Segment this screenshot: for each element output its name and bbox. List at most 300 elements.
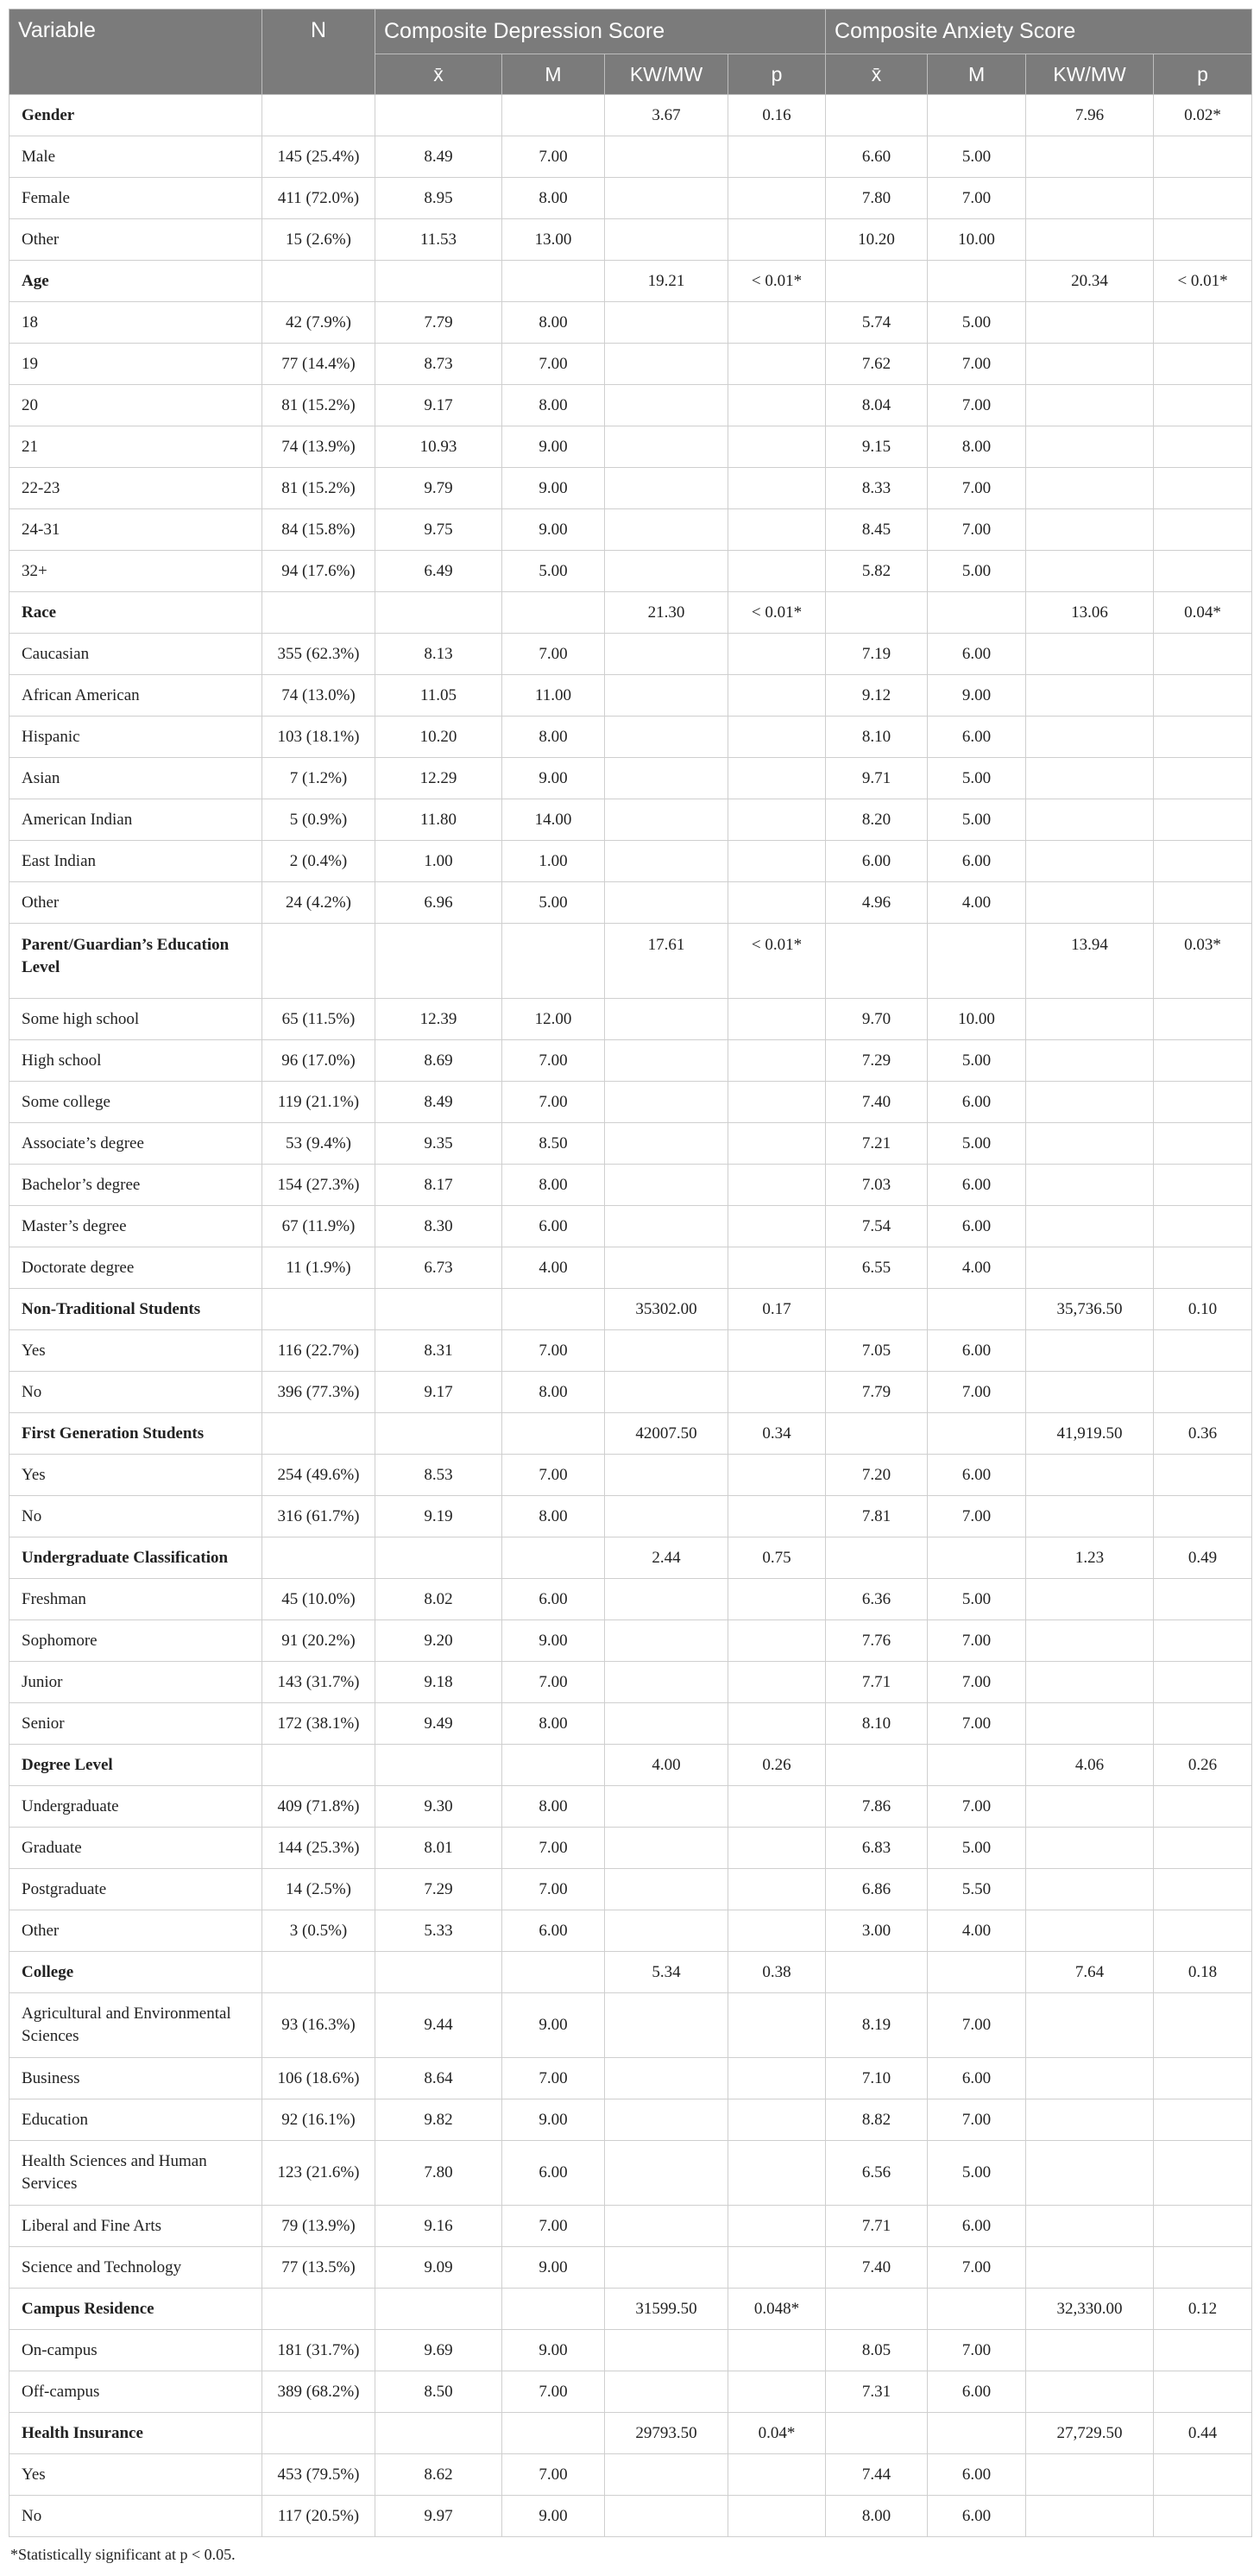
cell-anx-p: 0.04* xyxy=(1154,592,1252,634)
cell-n xyxy=(262,924,375,999)
cell-anx-median: 8.00 xyxy=(928,426,1026,468)
table-row xyxy=(9,841,1252,882)
cell-anx-kw xyxy=(1026,178,1154,219)
table-row xyxy=(9,1123,1252,1165)
cell-dep-mean: 8.49 xyxy=(375,136,502,178)
cell-dep-p xyxy=(728,2454,826,2496)
cell-dep-median: 7.00 xyxy=(502,1330,605,1372)
cell-label: Sophomore xyxy=(9,1620,262,1662)
cell-dep-p xyxy=(728,841,826,882)
cell-label: Other xyxy=(9,1910,262,1952)
table-row xyxy=(9,1786,1252,1828)
cell-dep-p xyxy=(728,219,826,261)
cell-dep-mean: 8.13 xyxy=(375,634,502,675)
cell-dep-p xyxy=(728,1662,826,1703)
cell-anx-p xyxy=(1154,1703,1252,1745)
cell-anx-mean: 6.83 xyxy=(826,1828,928,1869)
cell-anx-median xyxy=(928,592,1026,634)
cell-n xyxy=(262,2289,375,2330)
cell-dep-median: 7.00 xyxy=(502,344,605,385)
cell-dep-mean: 10.20 xyxy=(375,717,502,758)
cell-dep-median: 8.00 xyxy=(502,1703,605,1745)
cell-dep-p xyxy=(728,1703,826,1745)
table-row xyxy=(9,2247,1252,2289)
cell-dep-kw xyxy=(605,882,728,924)
cell-anx-kw xyxy=(1026,551,1154,592)
cell-anx-kw xyxy=(1026,1786,1154,1828)
cell-n: 65 (11.5%) xyxy=(262,999,375,1040)
cell-dep-kw xyxy=(605,1869,728,1910)
cell-dep-median: 7.00 xyxy=(502,1082,605,1123)
group-row xyxy=(9,592,1252,634)
table-row xyxy=(9,634,1252,675)
table-row xyxy=(9,882,1252,924)
cell-anx-kw xyxy=(1026,675,1154,717)
cell-label: Science and Technology xyxy=(9,2247,262,2289)
cell-dep-p xyxy=(728,2247,826,2289)
results-table xyxy=(9,9,1252,2537)
cell-n: 145 (25.4%) xyxy=(262,136,375,178)
cell-n: 5 (0.9%) xyxy=(262,799,375,841)
cell-n: 116 (22.7%) xyxy=(262,1330,375,1372)
cell-label: African American xyxy=(9,675,262,717)
cell-anx-median: 7.00 xyxy=(928,1620,1026,1662)
table-row xyxy=(9,468,1252,509)
cell-anx-kw: 35,736.50 xyxy=(1026,1289,1154,1330)
cell-anx-median: 10.00 xyxy=(928,999,1026,1040)
cell-anx-kw xyxy=(1026,1703,1154,1745)
cell-n: 74 (13.0%) xyxy=(262,675,375,717)
cell-anx-kw: 13.94 xyxy=(1026,924,1154,999)
cell-dep-mean: 9.44 xyxy=(375,1993,502,2058)
table-row xyxy=(9,302,1252,344)
cell-label: Undergraduate Classification xyxy=(9,1537,262,1579)
cell-label: Agricultural and Environmental Sciences xyxy=(9,1993,262,2058)
cell-label: Senior xyxy=(9,1703,262,1745)
cell-anx-median: 6.00 xyxy=(928,2371,1026,2413)
cell-label: Female xyxy=(9,178,262,219)
cell-n: 144 (25.3%) xyxy=(262,1828,375,1869)
cell-dep-p: 0.75 xyxy=(728,1537,826,1579)
cell-dep-median: 6.00 xyxy=(502,1910,605,1952)
cell-label: Associate’s degree xyxy=(9,1123,262,1165)
cell-anx-mean: 8.19 xyxy=(826,1993,928,2058)
cell-dep-mean: 8.17 xyxy=(375,1165,502,1206)
cell-anx-median: 9.00 xyxy=(928,675,1026,717)
cell-dep-median: 9.00 xyxy=(502,468,605,509)
cell-dep-kw xyxy=(605,2496,728,2537)
cell-n: 53 (9.4%) xyxy=(262,1123,375,1165)
cell-anx-median: 6.00 xyxy=(928,2454,1026,2496)
cell-dep-median: 7.00 xyxy=(502,1828,605,1869)
cell-anx-kw xyxy=(1026,1993,1154,2058)
cell-anx-kw xyxy=(1026,2141,1154,2206)
table-row xyxy=(9,1579,1252,1620)
cell-anx-mean xyxy=(826,1413,928,1455)
cell-anx-kw xyxy=(1026,1040,1154,1082)
cell-anx-median xyxy=(928,261,1026,302)
cell-label: 24-31 xyxy=(9,509,262,551)
cell-anx-kw xyxy=(1026,717,1154,758)
table-row xyxy=(9,799,1252,841)
cell-dep-kw xyxy=(605,1910,728,1952)
cell-dep-kw xyxy=(605,999,728,1040)
cell-dep-kw xyxy=(605,717,728,758)
cell-dep-mean: 9.35 xyxy=(375,1123,502,1165)
cell-dep-median: 7.00 xyxy=(502,1040,605,1082)
cell-dep-mean: 8.30 xyxy=(375,1206,502,1247)
cell-dep-median: 12.00 xyxy=(502,999,605,1040)
cell-dep-median: 8.00 xyxy=(502,717,605,758)
cell-anx-mean: 7.44 xyxy=(826,2454,928,2496)
table-row xyxy=(9,1828,1252,1869)
cell-dep-mean: 12.39 xyxy=(375,999,502,1040)
cell-label: Other xyxy=(9,882,262,924)
cell-dep-mean xyxy=(375,1952,502,1993)
cell-dep-mean: 9.69 xyxy=(375,2330,502,2371)
cell-anx-median: 6.00 xyxy=(928,1455,1026,1496)
cell-dep-p xyxy=(728,302,826,344)
cell-anx-median: 6.00 xyxy=(928,2058,1026,2099)
table-row xyxy=(9,1247,1252,1289)
cell-anx-kw xyxy=(1026,2496,1154,2537)
cell-anx-p xyxy=(1154,758,1252,799)
cell-anx-mean: 7.54 xyxy=(826,1206,928,1247)
table-row xyxy=(9,1620,1252,1662)
cell-dep-mean: 5.33 xyxy=(375,1910,502,1952)
cell-dep-median: 8.50 xyxy=(502,1123,605,1165)
cell-label: Freshman xyxy=(9,1579,262,1620)
cell-dep-kw xyxy=(605,136,728,178)
cell-anx-median: 5.00 xyxy=(928,1040,1026,1082)
cell-dep-median: 8.00 xyxy=(502,178,605,219)
table-row xyxy=(9,136,1252,178)
cell-anx-p xyxy=(1154,385,1252,426)
cell-anx-p xyxy=(1154,2206,1252,2247)
cell-anx-p xyxy=(1154,1786,1252,1828)
cell-dep-p xyxy=(728,1165,826,1206)
cell-dep-p: < 0.01* xyxy=(728,924,826,999)
cell-dep-kw xyxy=(605,1165,728,1206)
cell-dep-median: 8.00 xyxy=(502,1165,605,1206)
cell-dep-median: 9.00 xyxy=(502,2247,605,2289)
cell-dep-kw: 29793.50 xyxy=(605,2413,728,2454)
cell-dep-mean: 8.95 xyxy=(375,178,502,219)
cell-dep-mean xyxy=(375,95,502,136)
cell-anx-p xyxy=(1154,1662,1252,1703)
cell-anx-p: 0.36 xyxy=(1154,1413,1252,1455)
dep-mean-header: x̄ xyxy=(375,54,502,95)
cell-anx-kw xyxy=(1026,344,1154,385)
table-row xyxy=(9,344,1252,385)
cell-dep-p xyxy=(728,1828,826,1869)
cell-dep-mean: 7.79 xyxy=(375,302,502,344)
cell-dep-kw xyxy=(605,2454,728,2496)
dep-p-header: p xyxy=(728,54,826,95)
cell-dep-median: 7.00 xyxy=(502,2058,605,2099)
cell-dep-kw xyxy=(605,1993,728,2058)
cell-anx-p xyxy=(1154,1620,1252,1662)
cell-anx-kw xyxy=(1026,2454,1154,2496)
cell-dep-median: 6.00 xyxy=(502,1579,605,1620)
cell-anx-kw xyxy=(1026,2099,1154,2141)
cell-dep-kw: 5.34 xyxy=(605,1952,728,1993)
cell-label: Postgraduate xyxy=(9,1869,262,1910)
cell-anx-p xyxy=(1154,1082,1252,1123)
cell-label: Yes xyxy=(9,1330,262,1372)
cell-anx-p xyxy=(1154,882,1252,924)
cell-n: 7 (1.2%) xyxy=(262,758,375,799)
group-row xyxy=(9,261,1252,302)
cell-dep-p: < 0.01* xyxy=(728,261,826,302)
cell-dep-mean: 9.82 xyxy=(375,2099,502,2141)
cell-dep-kw: 4.00 xyxy=(605,1745,728,1786)
cell-n: 389 (68.2%) xyxy=(262,2371,375,2413)
cell-anx-p xyxy=(1154,2099,1252,2141)
cell-label: Business xyxy=(9,2058,262,2099)
cell-anx-kw xyxy=(1026,426,1154,468)
cell-anx-kw: 4.06 xyxy=(1026,1745,1154,1786)
table-row xyxy=(9,2099,1252,2141)
cell-label: 18 xyxy=(9,302,262,344)
cell-n xyxy=(262,1289,375,1330)
cell-label: 32+ xyxy=(9,551,262,592)
cell-n: 92 (16.1%) xyxy=(262,2099,375,2141)
cell-anx-mean: 9.71 xyxy=(826,758,928,799)
cell-dep-kw xyxy=(605,2141,728,2206)
cell-dep-kw xyxy=(605,2330,728,2371)
group-row xyxy=(9,2413,1252,2454)
cell-n xyxy=(262,1537,375,1579)
cell-dep-kw: 2.44 xyxy=(605,1537,728,1579)
cell-dep-p xyxy=(728,1579,826,1620)
cell-anx-p xyxy=(1154,2247,1252,2289)
cell-anx-median: 7.00 xyxy=(928,1786,1026,1828)
cell-n: 154 (27.3%) xyxy=(262,1165,375,1206)
cell-dep-p xyxy=(728,1455,826,1496)
cell-label: Hispanic xyxy=(9,717,262,758)
cell-dep-p xyxy=(728,799,826,841)
cell-dep-mean: 8.53 xyxy=(375,1455,502,1496)
cell-dep-p xyxy=(728,551,826,592)
cell-anx-p: 0.44 xyxy=(1154,2413,1252,2454)
cell-dep-median: 9.00 xyxy=(502,758,605,799)
cell-dep-median: 7.00 xyxy=(502,1455,605,1496)
cell-anx-median: 6.00 xyxy=(928,1330,1026,1372)
cell-anx-mean: 8.10 xyxy=(826,1703,928,1745)
cell-n: 453 (79.5%) xyxy=(262,2454,375,2496)
cell-label: Education xyxy=(9,2099,262,2141)
cell-dep-p xyxy=(728,2141,826,2206)
cell-n: 355 (62.3%) xyxy=(262,634,375,675)
cell-anx-median: 5.00 xyxy=(928,551,1026,592)
table-row xyxy=(9,219,1252,261)
cell-dep-p xyxy=(728,1496,826,1537)
cell-anx-median: 7.00 xyxy=(928,344,1026,385)
cell-label: Asian xyxy=(9,758,262,799)
cell-anx-median: 5.00 xyxy=(928,1579,1026,1620)
cell-anx-p xyxy=(1154,2141,1252,2206)
cell-anx-mean: 3.00 xyxy=(826,1910,928,1952)
cell-label: Degree Level xyxy=(9,1745,262,1786)
cell-anx-mean xyxy=(826,1952,928,1993)
cell-n: 81 (15.2%) xyxy=(262,385,375,426)
cell-anx-p xyxy=(1154,1579,1252,1620)
table-row xyxy=(9,2454,1252,2496)
cell-label: Liberal and Fine Arts xyxy=(9,2206,262,2247)
cell-dep-p xyxy=(728,426,826,468)
cell-dep-median: 5.00 xyxy=(502,882,605,924)
cell-dep-kw xyxy=(605,219,728,261)
table-row xyxy=(9,1455,1252,1496)
cell-dep-kw xyxy=(605,675,728,717)
cell-dep-median: 6.00 xyxy=(502,2141,605,2206)
cell-dep-p xyxy=(728,509,826,551)
cell-label: Junior xyxy=(9,1662,262,1703)
cell-anx-p xyxy=(1154,178,1252,219)
cell-label: Caucasian xyxy=(9,634,262,675)
cell-dep-kw xyxy=(605,2206,728,2247)
cell-anx-median: 5.00 xyxy=(928,1828,1026,1869)
cell-dep-mean: 8.02 xyxy=(375,1579,502,1620)
cell-label: American Indian xyxy=(9,799,262,841)
cell-anx-p xyxy=(1154,1496,1252,1537)
table-row xyxy=(9,1703,1252,1745)
cell-label: Gender xyxy=(9,95,262,136)
cell-dep-kw xyxy=(605,2247,728,2289)
cell-n: 316 (61.7%) xyxy=(262,1496,375,1537)
cell-anx-kw xyxy=(1026,509,1154,551)
cell-label: 19 xyxy=(9,344,262,385)
cell-label: Some high school xyxy=(9,999,262,1040)
cell-anx-p xyxy=(1154,1123,1252,1165)
cell-dep-kw xyxy=(605,468,728,509)
cell-anx-mean xyxy=(826,924,928,999)
cell-anx-mean: 7.71 xyxy=(826,1662,928,1703)
anx-p-header: p xyxy=(1154,54,1252,95)
cell-anx-mean xyxy=(826,1745,928,1786)
cell-label: No xyxy=(9,1372,262,1413)
cell-anx-kw: 41,919.50 xyxy=(1026,1413,1154,1455)
cell-anx-kw xyxy=(1026,1662,1154,1703)
depression-header: Composite Depression Score xyxy=(375,9,826,54)
cell-n: 3 (0.5%) xyxy=(262,1910,375,1952)
cell-anx-p xyxy=(1154,136,1252,178)
cell-anx-mean: 7.80 xyxy=(826,178,928,219)
cell-n xyxy=(262,592,375,634)
cell-anx-kw xyxy=(1026,1869,1154,1910)
cell-dep-median xyxy=(502,1745,605,1786)
table-row xyxy=(9,385,1252,426)
cell-label: East Indian xyxy=(9,841,262,882)
cell-n: 411 (72.0%) xyxy=(262,178,375,219)
cell-n: 103 (18.1%) xyxy=(262,717,375,758)
cell-dep-median xyxy=(502,592,605,634)
cell-dep-mean: 9.75 xyxy=(375,509,502,551)
cell-anx-kw: 32,330.00 xyxy=(1026,2289,1154,2330)
cell-n: 254 (49.6%) xyxy=(262,1455,375,1496)
table-row xyxy=(9,2330,1252,2371)
cell-dep-mean: 6.49 xyxy=(375,551,502,592)
cell-dep-median: 13.00 xyxy=(502,219,605,261)
cell-dep-mean: 8.01 xyxy=(375,1828,502,1869)
table-body xyxy=(9,95,1252,2537)
cell-anx-p: < 0.01* xyxy=(1154,261,1252,302)
cell-anx-mean: 8.33 xyxy=(826,468,928,509)
group-row xyxy=(9,1537,1252,1579)
cell-anx-median: 6.00 xyxy=(928,2206,1026,2247)
cell-anx-mean: 7.03 xyxy=(826,1165,928,1206)
group-row xyxy=(9,1413,1252,1455)
cell-anx-mean: 7.71 xyxy=(826,2206,928,2247)
cell-dep-mean: 9.17 xyxy=(375,1372,502,1413)
cell-dep-kw xyxy=(605,841,728,882)
table-row xyxy=(9,999,1252,1040)
cell-dep-median: 8.00 xyxy=(502,1786,605,1828)
cell-label: High school xyxy=(9,1040,262,1082)
cell-anx-median: 7.00 xyxy=(928,468,1026,509)
anx-median-header: M xyxy=(928,54,1026,95)
cell-dep-mean: 8.73 xyxy=(375,344,502,385)
cell-anx-mean xyxy=(826,261,928,302)
cell-dep-p: 0.048* xyxy=(728,2289,826,2330)
cell-n: 14 (2.5%) xyxy=(262,1869,375,1910)
cell-dep-kw xyxy=(605,1496,728,1537)
cell-dep-kw: 42007.50 xyxy=(605,1413,728,1455)
cell-dep-p xyxy=(728,675,826,717)
cell-n: 91 (20.2%) xyxy=(262,1620,375,1662)
cell-dep-mean: 11.80 xyxy=(375,799,502,841)
cell-dep-mean: 9.16 xyxy=(375,2206,502,2247)
cell-dep-kw xyxy=(605,302,728,344)
cell-dep-mean: 8.69 xyxy=(375,1040,502,1082)
cell-label: 21 xyxy=(9,426,262,468)
cell-dep-median xyxy=(502,1952,605,1993)
anx-kwmw-header: KW/MW xyxy=(1026,54,1154,95)
cell-anx-median: 6.00 xyxy=(928,634,1026,675)
cell-anx-mean: 7.62 xyxy=(826,344,928,385)
cell-anx-mean: 6.36 xyxy=(826,1579,928,1620)
cell-anx-p xyxy=(1154,2496,1252,2537)
cell-dep-kw xyxy=(605,1662,728,1703)
cell-anx-kw xyxy=(1026,1165,1154,1206)
cell-anx-p xyxy=(1154,2330,1252,2371)
cell-anx-median xyxy=(928,1745,1026,1786)
cell-label: No xyxy=(9,2496,262,2537)
cell-dep-median: 14.00 xyxy=(502,799,605,841)
cell-anx-median: 4.00 xyxy=(928,882,1026,924)
cell-anx-kw xyxy=(1026,1620,1154,1662)
cell-dep-p xyxy=(728,1869,826,1910)
cell-anx-median: 7.00 xyxy=(928,1993,1026,2058)
cell-anx-kw: 1.23 xyxy=(1026,1537,1154,1579)
cell-anx-median: 7.00 xyxy=(928,385,1026,426)
cell-anx-mean: 4.96 xyxy=(826,882,928,924)
cell-label: Bachelor’s degree xyxy=(9,1165,262,1206)
cell-anx-kw xyxy=(1026,2371,1154,2413)
table-row xyxy=(9,1040,1252,1082)
cell-label: Health Insurance xyxy=(9,2413,262,2454)
cell-anx-p xyxy=(1154,999,1252,1040)
cell-dep-kw xyxy=(605,178,728,219)
cell-label: Male xyxy=(9,136,262,178)
cell-anx-median: 6.00 xyxy=(928,717,1026,758)
cell-anx-mean xyxy=(826,95,928,136)
cell-dep-median: 9.00 xyxy=(502,1620,605,1662)
cell-n: 409 (71.8%) xyxy=(262,1786,375,1828)
footnote: *Statistically significant at p < 0.05. xyxy=(10,2546,236,2563)
cell-dep-p: 0.38 xyxy=(728,1952,826,1993)
